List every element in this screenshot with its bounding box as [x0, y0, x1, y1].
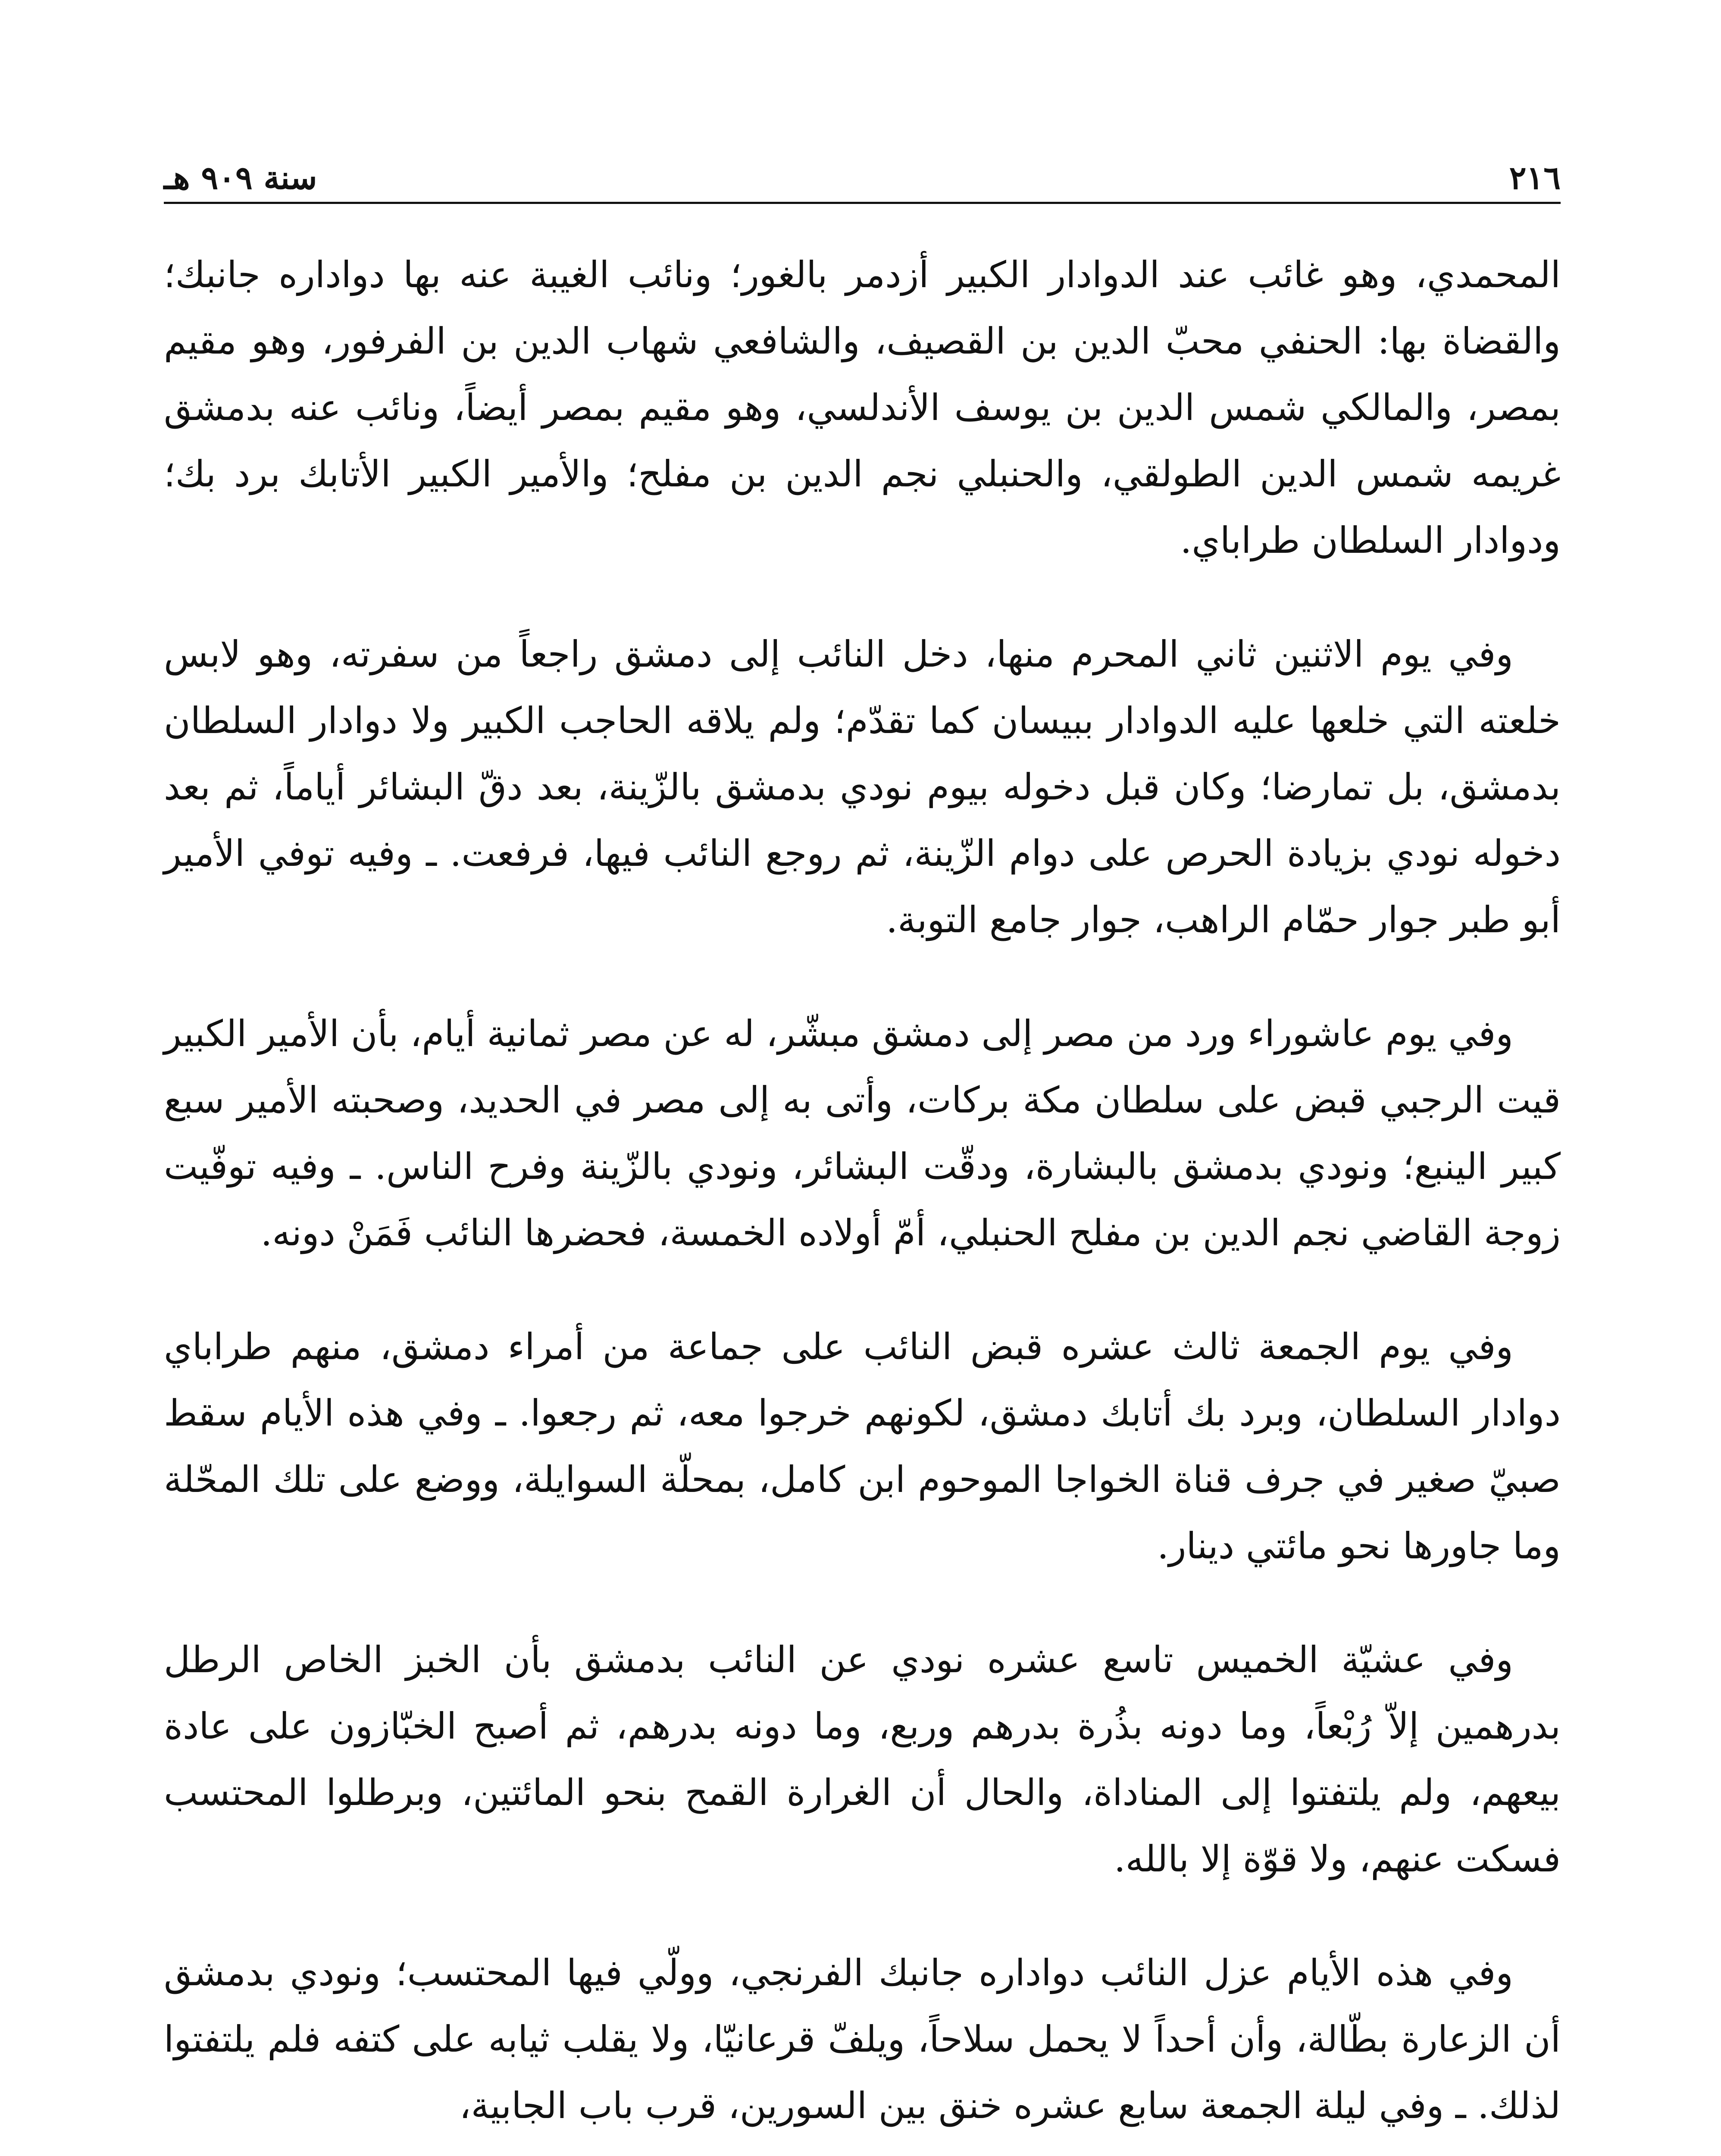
running-head-title: سنة ٩٠٩ هـ: [164, 160, 317, 197]
running-head: [164, 129, 1561, 197]
paragraph-4: وفي يوم الجمعة ثالث عشره قبض النائب على جماعة من أمراء دمشق، منهم طراباي دوادار السلطان، وبرد بك أتابك دمشق، لكونهم خرجوا معه، ثم رجعوا. ـ وفي هذه الأيام سقط صبيّ صغير في جرف قناة الخواجا الموحوم ابن كامل، بمحلّة السوايلة، ووضع على تلك المحّلة وما جاورها نحو مائتي دينار.: [164, 1326, 1561, 1567]
paragraph-5: وفي عشيّة الخميس تاسع عشره نودي عن النائب بدمشق بأن الخبز الخاص الرطل بدرهمين إلاّ رُبْعاً، وما دونه بذُرة بدرهم وربع، وما دونه بدرهم، ثم أصبح الخبّازون على عادة بيعهم، ولم يلتفتوا إلى المناداة، والحال أن الغرارة القمح بنحو المائتين، وبرطلوا المحتسب فسكت عنهم، ولا قوّة إلا بالله.: [164, 1639, 1561, 1880]
paragraph-3: وفي يوم عاشوراء ورد من مصر إلى دمشق مبشّر، له عن مصر ثمانية أيام، بأن الأمير الكبير قيت الرجبي قبض على سلطان مكة بركات، وأتى به إلى مصر في الحديد، وصحبته الأمير سبع كبير الينبع؛ ونودي بدمشق بالبشارة، ودقّت البشائر، ونودي بالزّينة وفرح الناس. ـ وفيه توفّيت زوجة القاضي نجم الدين بن مفلح الحنبلي، أمّ أولاده الخمسة، فحضرها النائب فَمَنْ دونه.: [164, 1012, 1561, 1254]
paragraph-1: المحمدي، وهو غائب عند الدوادار الكبير أزدمر بالغور؛ ونائب الغيبة عنه بها دواداره جانبك؛ والقضاة بها: الحنفي محبّ الدين بن القصيف، والشافعي شهاب الدين بن الفرفور، وهو مقيم بمصر، والمالكي شمس الدين بن يوسف الأندلسي، وهو مقيم بمصر أيضاً، ونائب عنه بدمشق غريمه شمس الدين الطولقي، والحنبلي نجم الدين بن مفلح؛ والأمير الكبير الأتابك برد بك؛ ودوادار السلطان طراباي.: [164, 254, 1561, 561]
paragraph-6: وفي هذه الأيام عزل النائب دواداره جانبك الفرنجي، وولّي فيها المحتسب؛ ونودي بدمشق أن الزعارة بطّالة، وأن أحداً لا يحمل سلاحاً، ويلفّ قرعانيّا، ولا يقلب ثيابه على كتفه فلم يلتفتوا لذلك. ـ وفي ليلة الجمعة سابع عشره خنق بين السورين، قرب باب الجابية،: [164, 1952, 1561, 2127]
paragraph-2: وفي يوم الاثنين ثاني المحرم منها، دخل النائب إلى دمشق راجعاً من سفرته، وهو لابس خلعته التي خلعها عليه الدوادار ببيسان كما تقدّم؛ ولم يلاقه الحاجب الكبير ولا دوادار السلطان بدمشق، بل تمارضا؛ وكان قبل دخوله بيوم نودي بدمشق بالزّينة، بعد دقّ البشائر أياماً، ثم بعد دخوله نودي بزيادة الحرص على دوام الزّينة، ثم روجع النائب فيها، فرفعت. ـ وفيه توفي الأمير أبو طبر جوار حمّام الراهب، جوار جامع التوبة.: [164, 633, 1561, 941]
page-number: ٢١٦: [1509, 160, 1561, 197]
header-rule: [164, 202, 1561, 204]
page-body: [164, 241, 1561, 2156]
